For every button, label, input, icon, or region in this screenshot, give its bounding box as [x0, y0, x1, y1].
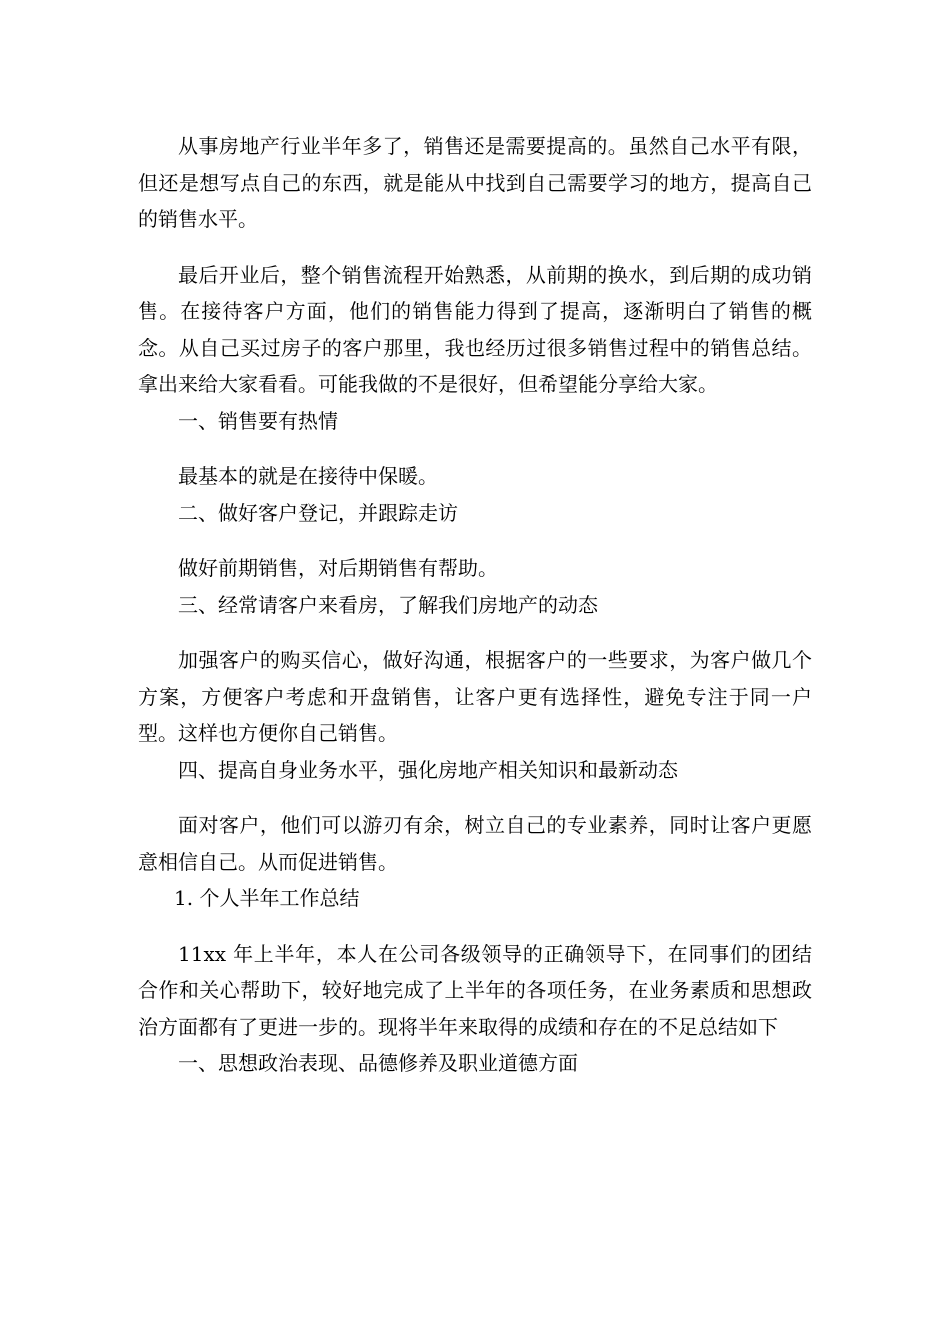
paragraph-opening-experience: 最后开业后，整个销售流程开始熟悉，从前期的换水，到后期的成功销售。在接待客户方面，他们的销售能力得到了提高，逐渐明白了销售的概念。从自己买过房子的客户那里，我也经历过很多销售过程中的销售总结。拿出来给大家看看。可能我做的不是很好，但希望能分享给大家。: [138, 262, 812, 396]
paragraph-skills: 面对客户，他们可以游刃有余，树立自己的专业素养，同时让客户更愿意相信自己。从而促进销售。: [138, 813, 812, 874]
section-heading-viewings: 三、经常请客户来看房，了解我们房地产的动态: [178, 592, 598, 617]
paragraph-enthusiasm: 最基本的就是在接待中保暖。: [178, 464, 438, 488]
document-page: [138, 128, 812, 1082]
section-heading-skills: 四、提高自身业务水平，强化房地产相关知识和最新动态: [178, 757, 678, 782]
section-heading-registration: 二、做好客户登记，并跟踪走访: [178, 500, 458, 525]
section-heading-political: 一、思想政治表现、品德修养及职业道德方面: [178, 1051, 578, 1075]
paragraph-half-year-summary: 11xx 年上半年，本人在公司各级领导的正确领导下，在同事们的团结合作和关心帮助下，较好地完成了上半年的各项任务，在业务素质和思想政治方面都有了更进一步的。现将半年来取得的成绩和存在的不足总结如下: [138, 941, 812, 1039]
section-heading-enthusiasm: 一、销售要有热情: [178, 408, 338, 433]
paragraph-viewings: 加强客户的购买信心，做好沟通，根据客户的一些要求，为客户做几个方案，方便客户考虑和开盘销售，让客户更有选择性，避免专注于同一户型。这样也方便你自己销售。: [138, 648, 812, 745]
paragraph-intro: 从事房地产行业半年多了，销售还是需要提高的。虽然自己水平有限，但还是想写点自己的东西，就是能从中找到自己需要学习的地方，提高自己的销售水平。: [138, 134, 812, 231]
numbered-heading-summary: 1. 个人半年工作总结: [174, 886, 360, 910]
paragraph-registration: 做好前期销售，对后期销售有帮助。: [178, 556, 498, 580]
